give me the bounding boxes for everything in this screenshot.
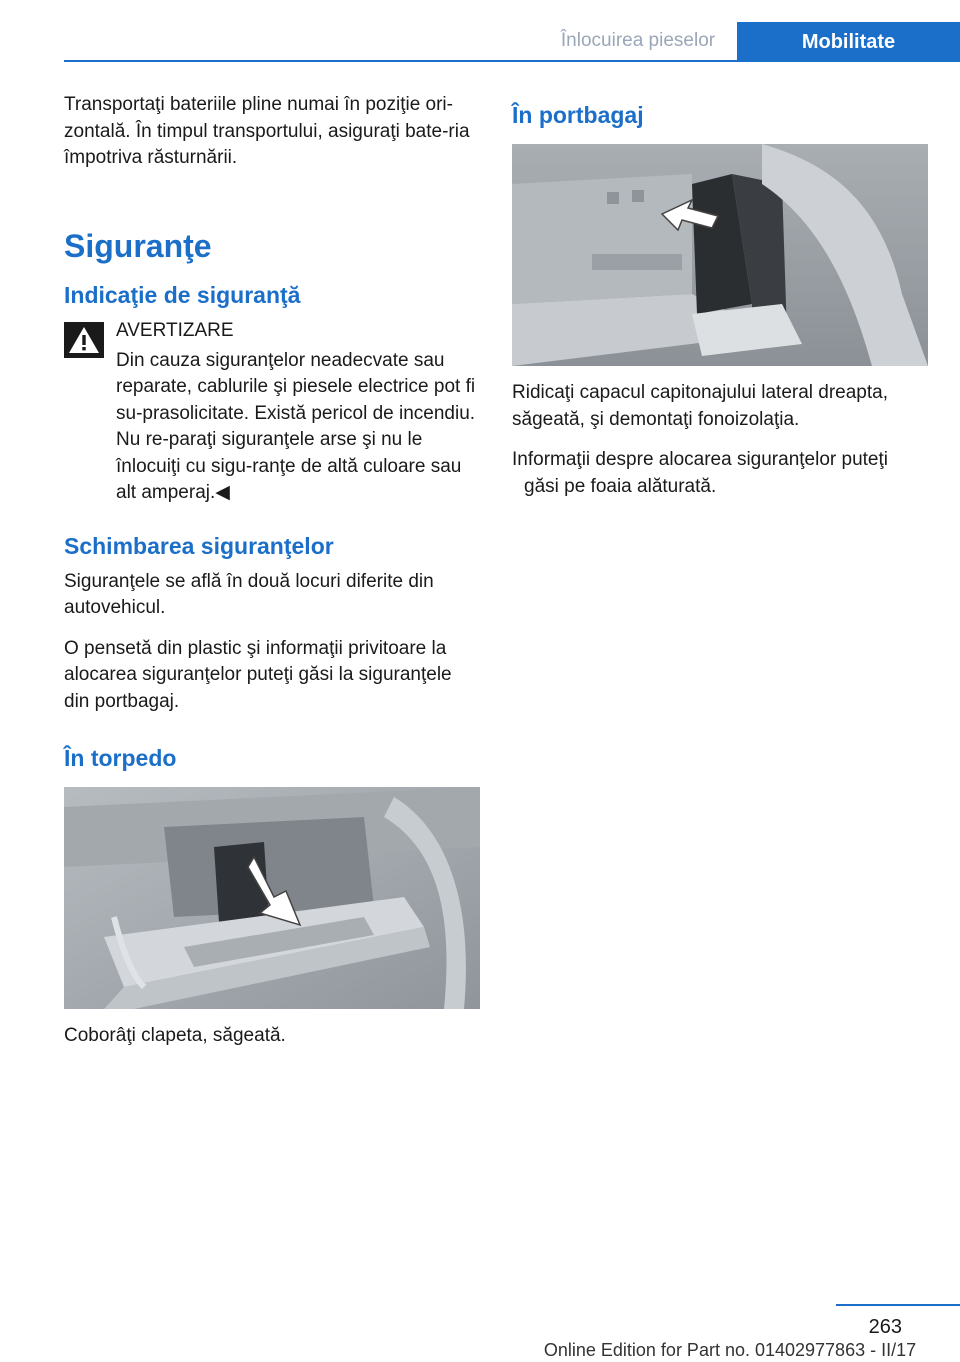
warning-triangle-icon — [64, 322, 104, 358]
intro-paragraph: Transportaţi bateriile pline numai în poziţie ori‐zontală. În timpul transportului, asiguraţi bate‐ria împotriva răsturnării. — [64, 94, 470, 168]
caption-trunk: Ridicaţi capacul capitonajului lateral dreapta, săgeată, şi demontaţi fonoizolaţia. — [512, 382, 889, 430]
info-paragraph: Informaţii despre alocarea siguranţelor puteţi găsi pe foaia alăturată. — [512, 449, 888, 497]
header-chapter-tab: Mobilitate — [737, 22, 960, 62]
page-number: 263 — [868, 1316, 902, 1338]
glovebox-fuse-illustration — [64, 787, 480, 1009]
warning-block — [64, 318, 480, 507]
change-paragraph-2: O pensetă din plastic şi informaţii privitoare la alocarea siguranţelor puteţi găsi la siguranţele din portbagaj. — [64, 637, 452, 712]
warning-title: AVERTIZARE — [116, 319, 234, 341]
change-paragraph-1: Siguranţele se află în două locuri diferite din autovehicul. — [64, 570, 434, 618]
heading-trunk: În portbagaj — [512, 102, 644, 128]
footer-rule — [836, 1304, 960, 1306]
header-rule — [64, 60, 960, 62]
warning-text: Din cauza siguranţelor neadecvate sau reparate, cablurile şi piesele electrice pot fi su‐prasolicitate. Există pericol de incendiu. Nu re‐paraţi siguranţele arse şi nu le înlocuiţi cu sigu‐ranţe de altă culoare sau alt amperaj.◀ — [116, 349, 476, 503]
heading-change-fuses: Schimbarea siguranţelor — [64, 532, 334, 559]
right-column — [512, 92, 928, 514]
heading-safety-note: Indicaţie de siguranţă — [64, 281, 301, 308]
left-column — [64, 92, 480, 1064]
heading-dashboard: În torpedo — [64, 745, 177, 771]
caption-dashboard: Coborâţi clapeta, săgeată. — [64, 1025, 286, 1046]
edition-note: Online Edition for Part no. 01402977863 - II/17 — [543, 1340, 917, 1360]
trunk-fuse-illustration — [512, 144, 928, 366]
section-title-fuses: Siguranţe — [64, 227, 212, 264]
header-section-title: Înlocuirea pieselor — [560, 30, 716, 51]
